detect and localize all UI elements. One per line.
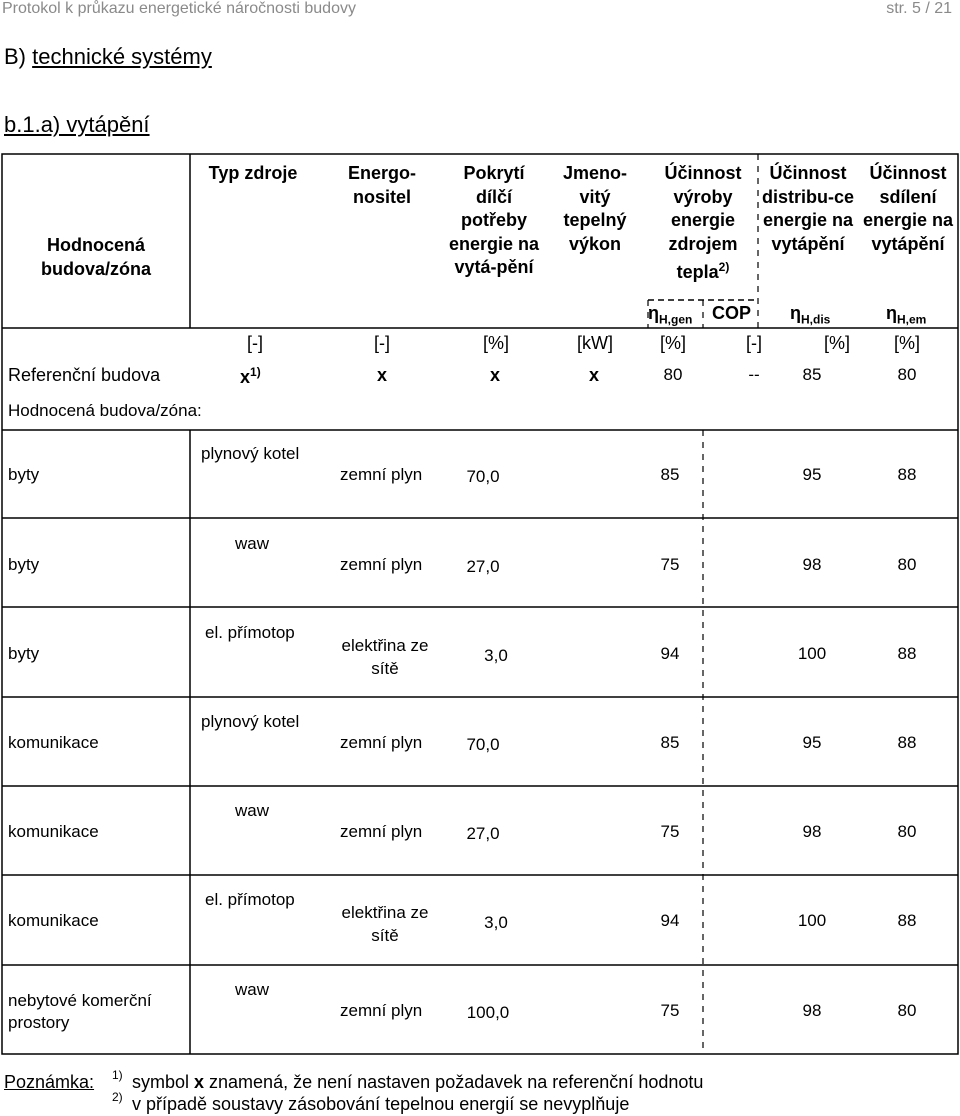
row-gen: 75 [660, 1001, 680, 1020]
reference-gen: 80 [663, 365, 683, 384]
unit-em: [%] [893, 333, 920, 353]
reference-label: Referenční budova [8, 365, 161, 385]
row-gen: 85 [660, 465, 680, 484]
row-zone: byty [8, 555, 40, 574]
row-power: 27,0 [466, 557, 500, 576]
row-carrier: zemní plyn [340, 1001, 423, 1020]
note-1-mark: 1) [112, 1068, 123, 1082]
row-source: el. přímotop [205, 890, 295, 909]
row-source: el. přímotop [205, 623, 295, 642]
col-header-dis-eff: Účinnost distribu-ce energie na vytápění [761, 163, 854, 254]
row-zone: komunikace [8, 733, 99, 752]
row-power: 70,0 [466, 467, 500, 486]
page-number: str. 5 / 21 [886, 0, 952, 17]
note-1-text: symbol x znamená, že není nastaven požadavek na referenční hodnotu [132, 1072, 704, 1092]
row-source: plynový kotel [201, 712, 300, 731]
row-zone: komunikace [8, 822, 99, 841]
row-gen: 94 [660, 644, 680, 663]
row-source: waw [235, 801, 270, 820]
row-carrier: zemní plyn [340, 555, 423, 574]
row-zone: byty [8, 465, 40, 484]
eta-dis-symbol: $\eta_{H,dis}$ [790, 303, 831, 327]
row-zone: byty [8, 644, 40, 663]
cop-label: COP [712, 303, 752, 323]
col-header-power: Jmeno-vitý tepelný výkon [562, 163, 627, 254]
reference-source: $x^{1)}$ [240, 365, 261, 387]
evaluated-label: Hodnocená budova/zóna: [8, 401, 202, 420]
row-em: 80 [897, 555, 917, 574]
unit-gen: [%] [659, 333, 686, 353]
note-2-mark: 2) [112, 1090, 123, 1104]
row-em: 80 [897, 1001, 917, 1020]
eta-em-symbol: $\eta_{H,em}$ [886, 303, 927, 327]
row-dis: 98 [802, 822, 822, 841]
col-header-gen-eff [648, 162, 758, 285]
row-dis: 100 [797, 911, 827, 930]
row-carrier: zemní plyn [340, 733, 423, 752]
reference-coverage: x [490, 365, 501, 385]
note-2-text: v případě soustavy zásobování tepelnou energií se nevyplňuje [132, 1094, 630, 1114]
row-em: 80 [897, 822, 917, 841]
row-dis: 95 [802, 733, 822, 752]
eta-gen-symbol: $\eta_{H,gen}$ [648, 303, 693, 327]
document-header-title: Protokol k průkazu energetické náročnosti budovy [2, 0, 356, 17]
unit-dis: [%] [823, 333, 850, 353]
row-em: 88 [897, 733, 917, 752]
row-em: 88 [897, 644, 917, 663]
row-source: waw [235, 980, 270, 999]
row-power: 3,0 [484, 913, 508, 932]
row-carrier: elektřina ze sítě [341, 636, 429, 678]
note-1-symbol: x [194, 1072, 205, 1092]
row-em: 88 [897, 911, 917, 930]
row-zone: nebytové komerční prostory [8, 991, 152, 1032]
row-dis: 95 [802, 465, 822, 484]
reference-dis: 85 [802, 365, 822, 384]
section-title: technické systémy [32, 44, 212, 69]
col-header-coverage: Pokrytí dílčí potřeby energie na vytá-pění [448, 163, 540, 277]
reference-power: x [589, 365, 600, 385]
note-label: Poznámka: [4, 1072, 95, 1092]
gen-eff-text: Účinnost výroby energie zdrojem tepla [664, 163, 742, 282]
row-carrier: zemní plyn [340, 465, 423, 484]
unit-cop: [-] [746, 333, 762, 353]
unit-power: [kW] [577, 333, 613, 353]
row-gen: 75 [660, 822, 680, 841]
unit-source: [-] [247, 333, 263, 353]
col-header-em-eff: Účinnost sdílení energie na vytápění [862, 163, 954, 254]
col-header-source: Typ zdroje [208, 163, 298, 183]
reference-em: 80 [897, 365, 917, 384]
unit-carrier: [-] [374, 333, 390, 353]
unit-coverage: [%] [482, 333, 509, 353]
row-power: 3,0 [484, 646, 508, 665]
row-source: plynový kotel [201, 444, 300, 463]
row-dis: 98 [802, 555, 822, 574]
subsection-heading: b.1.a) vytápění [4, 112, 150, 137]
row-em: 88 [897, 465, 917, 484]
row-carrier: zemní plyn [340, 822, 423, 841]
row-power: 27,0 [466, 824, 500, 843]
row-power: 70,0 [466, 735, 500, 754]
gen-eff-footnote: 2) [718, 260, 730, 274]
row-source: waw [235, 534, 270, 553]
reference-cop: -- [748, 365, 760, 384]
row-gen: 85 [660, 733, 680, 752]
row-gen: 75 [660, 555, 680, 574]
section-prefix: B) [4, 44, 33, 69]
row-carrier: elektřina ze sítě [341, 903, 429, 945]
col-header-carrier: Energo-nositel [347, 163, 416, 207]
row-dis: 98 [802, 1001, 822, 1020]
row-dis: 100 [797, 644, 827, 663]
row-zone: komunikace [8, 911, 99, 930]
row-power: 100,0 [466, 1003, 510, 1022]
row-gen: 94 [660, 911, 680, 930]
reference-carrier: x [377, 365, 388, 385]
col-header-zone: Hodnocená budova/zóna [40, 235, 151, 279]
